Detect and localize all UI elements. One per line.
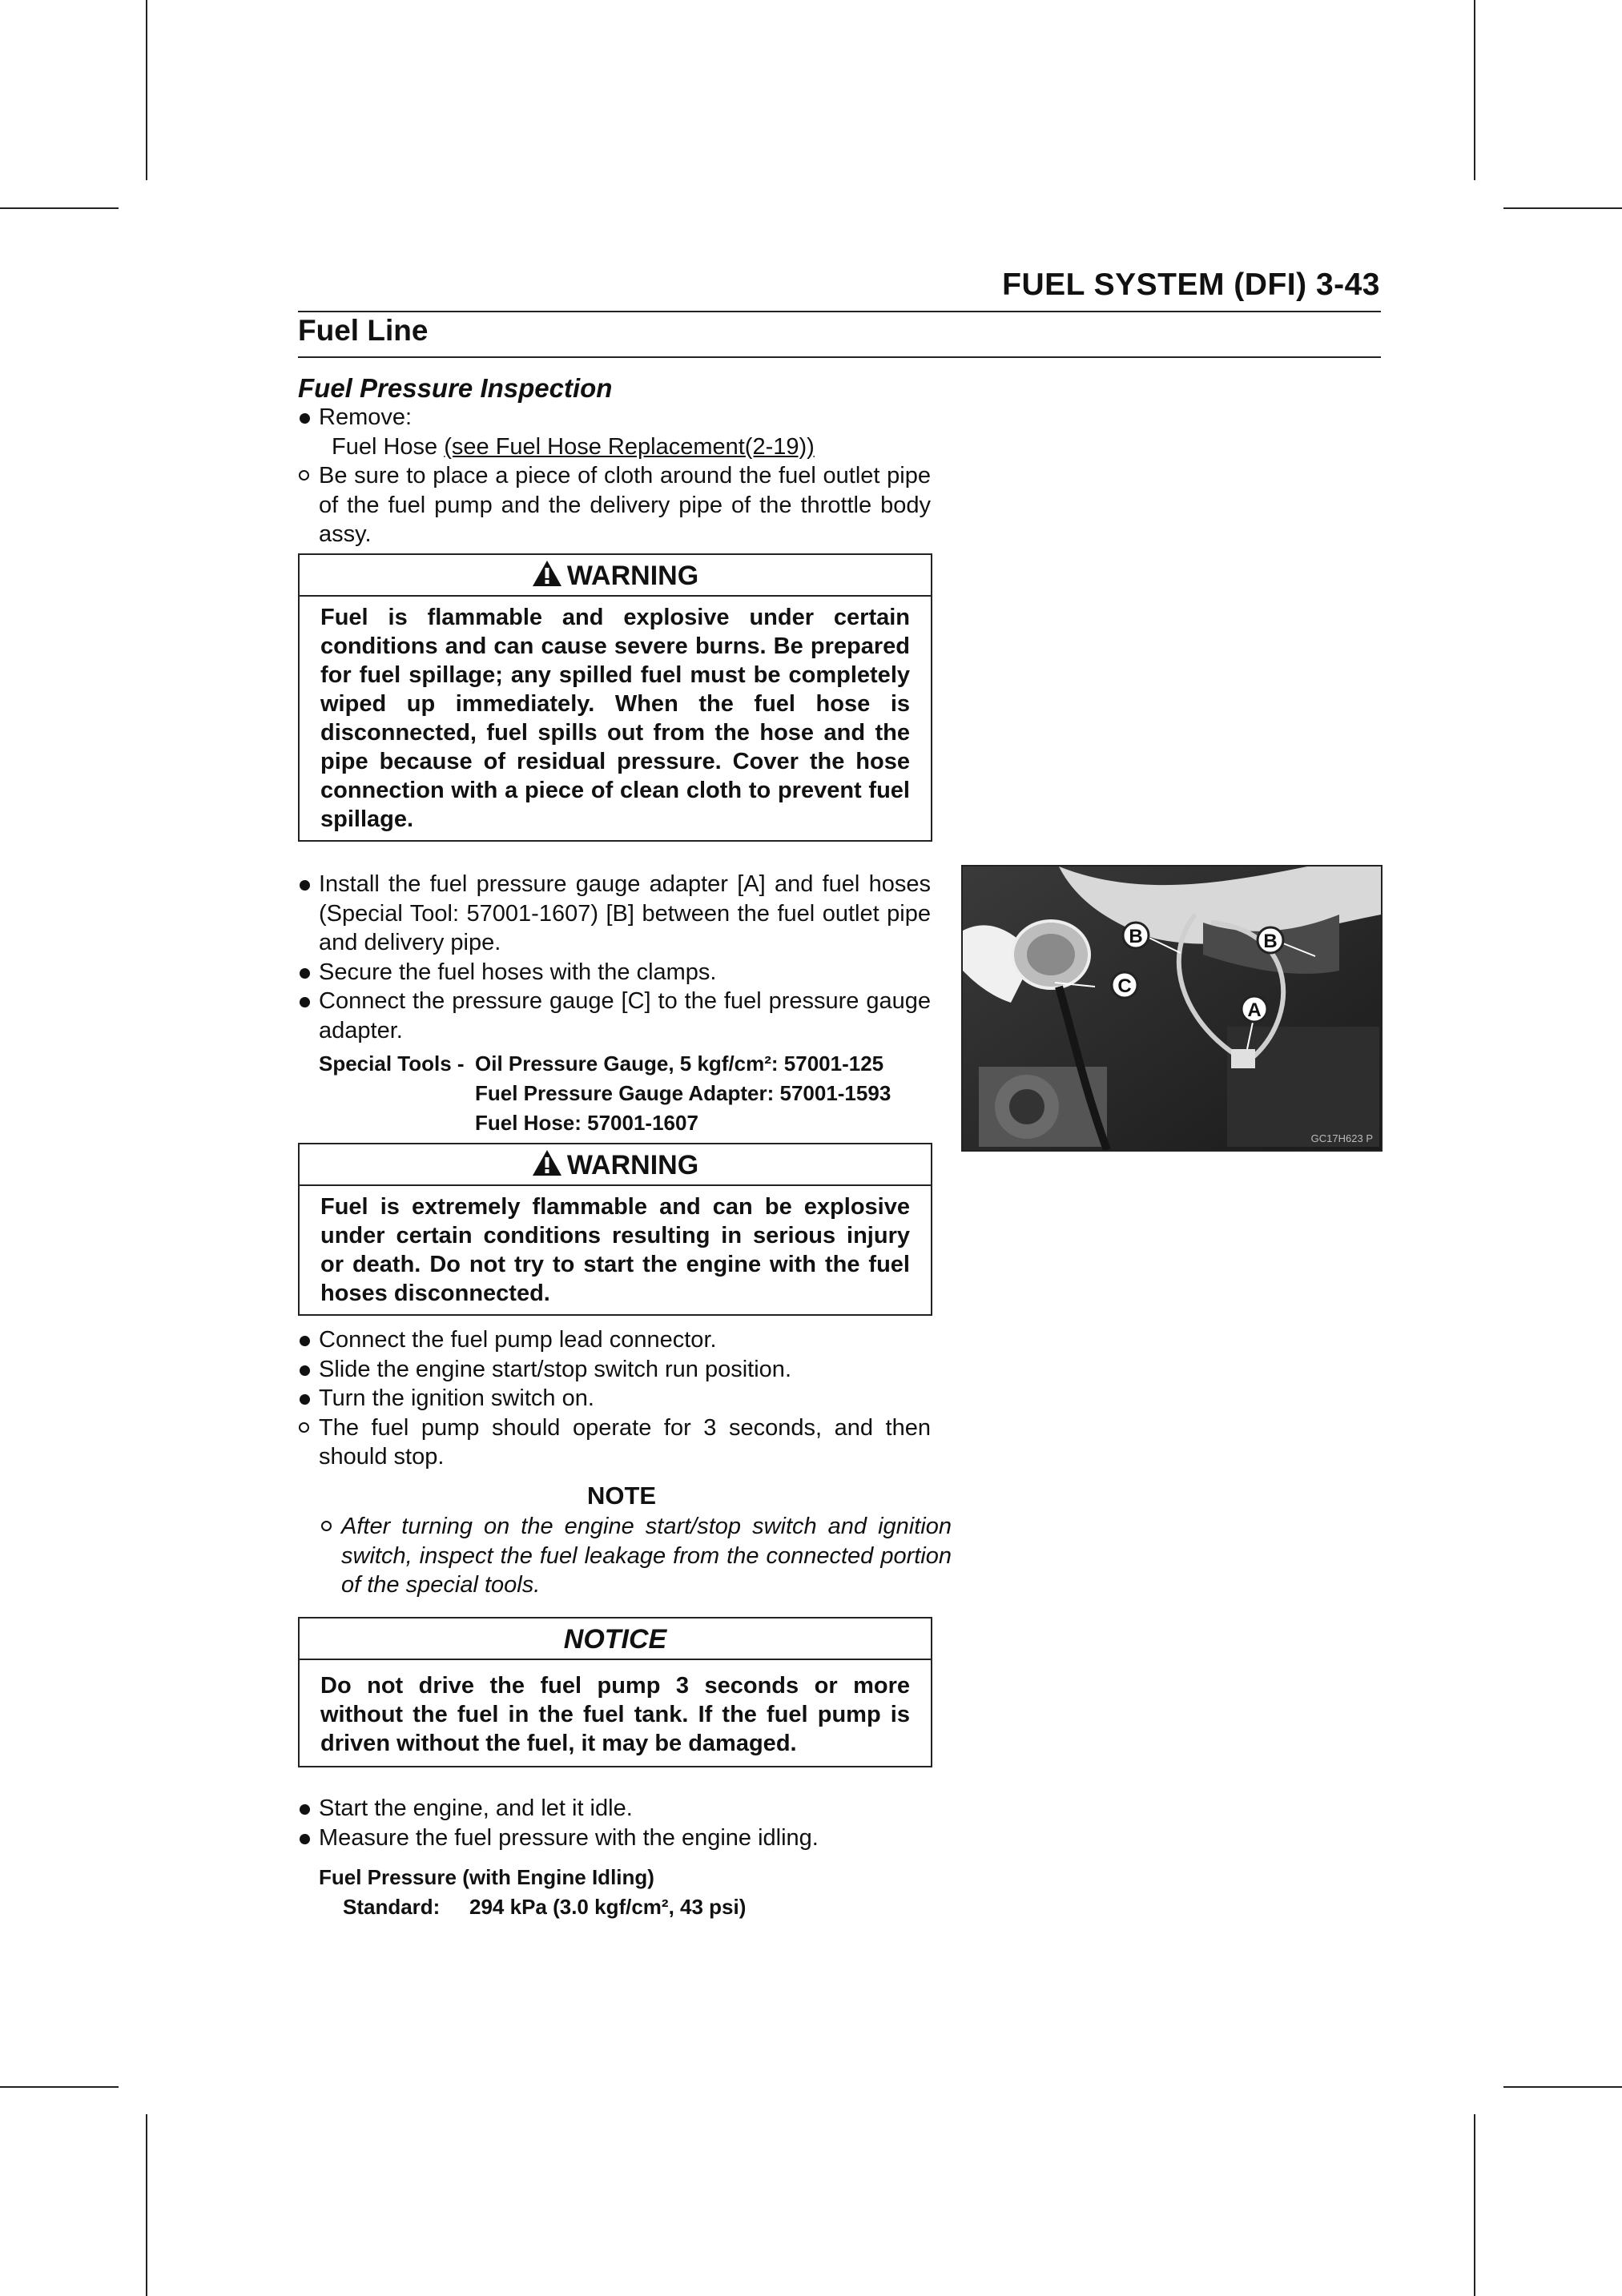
notice-body: Do not drive the fuel pump 3 seconds or more without the fuel in the fuel tank. If the fuel pump is driven without the fuel, it may be damaged. xyxy=(320,1673,910,1756)
step-start-engine: Start the engine, and let it idle. xyxy=(319,1795,633,1821)
photo-label-c xyxy=(1112,972,1137,998)
warning-body: Fuel is flammable and explosive under certain conditions and can cause severe burns. Be prepared for fuel spillage; any spilled fuel must be completely wiped up immediately. When the fuel hose is disconnected, fuel spills out from the hose and the pipe because of residual pressure. Cover the hose connection with a piece of clean cloth to prevent fuel spillage. xyxy=(320,605,910,832)
photo-code: GC17H623 P xyxy=(1310,1132,1373,1144)
warning-triangle-icon xyxy=(532,560,562,587)
list-item xyxy=(298,1384,931,1413)
warning-box xyxy=(298,1143,932,1316)
crop-mark xyxy=(146,2114,147,2296)
photo-label-a xyxy=(1242,996,1267,1022)
list-item xyxy=(298,958,931,987)
fuel-hose-label: Fuel Hose xyxy=(332,433,438,460)
list-item xyxy=(298,1325,931,1355)
step-secure-hoses: Secure the fuel hoses with the clamps. xyxy=(319,959,717,985)
crop-mark xyxy=(146,0,147,180)
list-item xyxy=(298,1794,931,1824)
bullet-icon xyxy=(300,997,310,1007)
list-item xyxy=(298,461,931,549)
steps-operate xyxy=(298,1325,931,1472)
remove-label: Remove: xyxy=(319,404,413,430)
warning-heading-text: WARNING xyxy=(566,1150,699,1180)
warning-heading xyxy=(300,1144,931,1186)
list-item xyxy=(298,1824,931,1853)
warning-heading xyxy=(300,555,931,597)
section-rule xyxy=(298,356,1381,358)
step-install-adapter: Install the fuel pressure gauge adapter [A] and fuel hoses (Special Tool: 57001-1607) [B] between the fuel outlet pipe and delivery pipe. xyxy=(319,871,931,955)
page-header-title: FUEL SYSTEM (DFI) 3-43 xyxy=(1002,267,1380,302)
list-item xyxy=(298,870,931,958)
notice-heading-text: NOTICE xyxy=(563,1624,667,1655)
photo-label-b xyxy=(1258,927,1283,953)
bullet-icon xyxy=(300,1336,310,1346)
list-item xyxy=(298,987,931,1045)
note-body xyxy=(320,1512,952,1600)
steps-measure xyxy=(298,1794,931,1852)
notice-heading xyxy=(300,1618,931,1660)
spec-standard-label: Standard: xyxy=(343,1895,441,1919)
photo-label-b xyxy=(1123,923,1149,948)
crop-mark xyxy=(0,207,119,209)
crop-mark xyxy=(1503,2086,1622,2088)
fuel-pressure-gauge-photo xyxy=(961,865,1383,1152)
note-text: After turning on the engine start/stop switch and ignition switch, inspect the fuel leakage from the connected portion of the special tools. xyxy=(341,1514,952,1598)
photo-illustration xyxy=(963,867,1381,1150)
bullet-icon xyxy=(300,1804,310,1815)
cloth-instruction: Be sure to place a piece of cloth around the fuel outlet pipe of the fuel pump and the delivery pipe of the throttle body assy. xyxy=(319,463,931,547)
note-heading: NOTE xyxy=(587,1482,657,1510)
photo-label-text: A xyxy=(1247,999,1262,1021)
special-tool-item: Fuel Pressure Gauge Adapter: 57001-1593 xyxy=(475,1081,891,1105)
notice-box xyxy=(298,1617,932,1767)
warning-heading-text: WARNING xyxy=(566,561,699,591)
bullet-icon xyxy=(300,880,310,891)
step-measure-pressure: Measure the fuel pressure with the engine idling. xyxy=(319,1824,819,1851)
list-subitem xyxy=(298,432,931,462)
list-item xyxy=(298,403,931,432)
bullet-icon xyxy=(300,968,310,979)
steps-remove xyxy=(298,403,931,549)
spec-title: Fuel Pressure (with Engine Idling) xyxy=(319,1865,654,1889)
warning-body: Fuel is extremely flammable and can be explosive under certain conditions resulting in serious injury or death. Do not try to start the engine with the fuel hoses disconnected. xyxy=(320,1194,910,1306)
section-title: Fuel Line xyxy=(298,314,429,347)
photo-label-text: C xyxy=(1117,975,1132,997)
circle-bullet-icon xyxy=(321,1521,332,1531)
bullet-icon xyxy=(300,1834,310,1844)
warning-triangle-icon xyxy=(532,1149,562,1176)
step-pump-operate: The fuel pump should operate for 3 seconds, and then should stop. xyxy=(319,1414,931,1470)
crop-mark xyxy=(0,2086,119,2088)
special-tools-label: Special Tools - xyxy=(319,1051,465,1076)
special-tool-item: Fuel Hose: 57001-1607 xyxy=(475,1111,698,1135)
circle-bullet-icon xyxy=(299,470,309,481)
subsection-title: Fuel Pressure Inspection xyxy=(298,373,613,403)
header-rule xyxy=(298,311,1381,312)
photo-label-text: B xyxy=(1263,931,1278,952)
step-slide-switch: Slide the engine start/stop switch run position. xyxy=(319,1356,791,1382)
list-item xyxy=(298,1355,931,1385)
photo-label-text: B xyxy=(1129,926,1143,947)
warning-box xyxy=(298,553,932,842)
list-item xyxy=(298,1413,931,1472)
step-connect-gauge: Connect the pressure gauge [C] to the fuel pressure gauge adapter. xyxy=(319,988,931,1043)
bullet-icon xyxy=(300,413,310,424)
step-turn-ignition: Turn the ignition switch on. xyxy=(319,1385,594,1411)
circle-bullet-icon xyxy=(299,1422,309,1433)
step-connect-lead: Connect the fuel pump lead connector. xyxy=(319,1327,717,1353)
special-tool-item: Oil Pressure Gauge, 5 kgf/cm²: 57001-125 xyxy=(475,1051,884,1076)
crop-mark xyxy=(1474,0,1475,180)
fuel-hose-replacement-link[interactable]: (see Fuel Hose Replacement(2-19)) xyxy=(444,433,815,460)
bullet-icon xyxy=(300,1365,310,1376)
crop-mark xyxy=(1503,207,1622,209)
steps-install xyxy=(298,870,931,1045)
bullet-icon xyxy=(300,1394,310,1405)
spec-standard-value: 294 kPa (3.0 kgf/cm², 43 psi) xyxy=(469,1895,747,1919)
crop-mark xyxy=(1474,2114,1475,2296)
